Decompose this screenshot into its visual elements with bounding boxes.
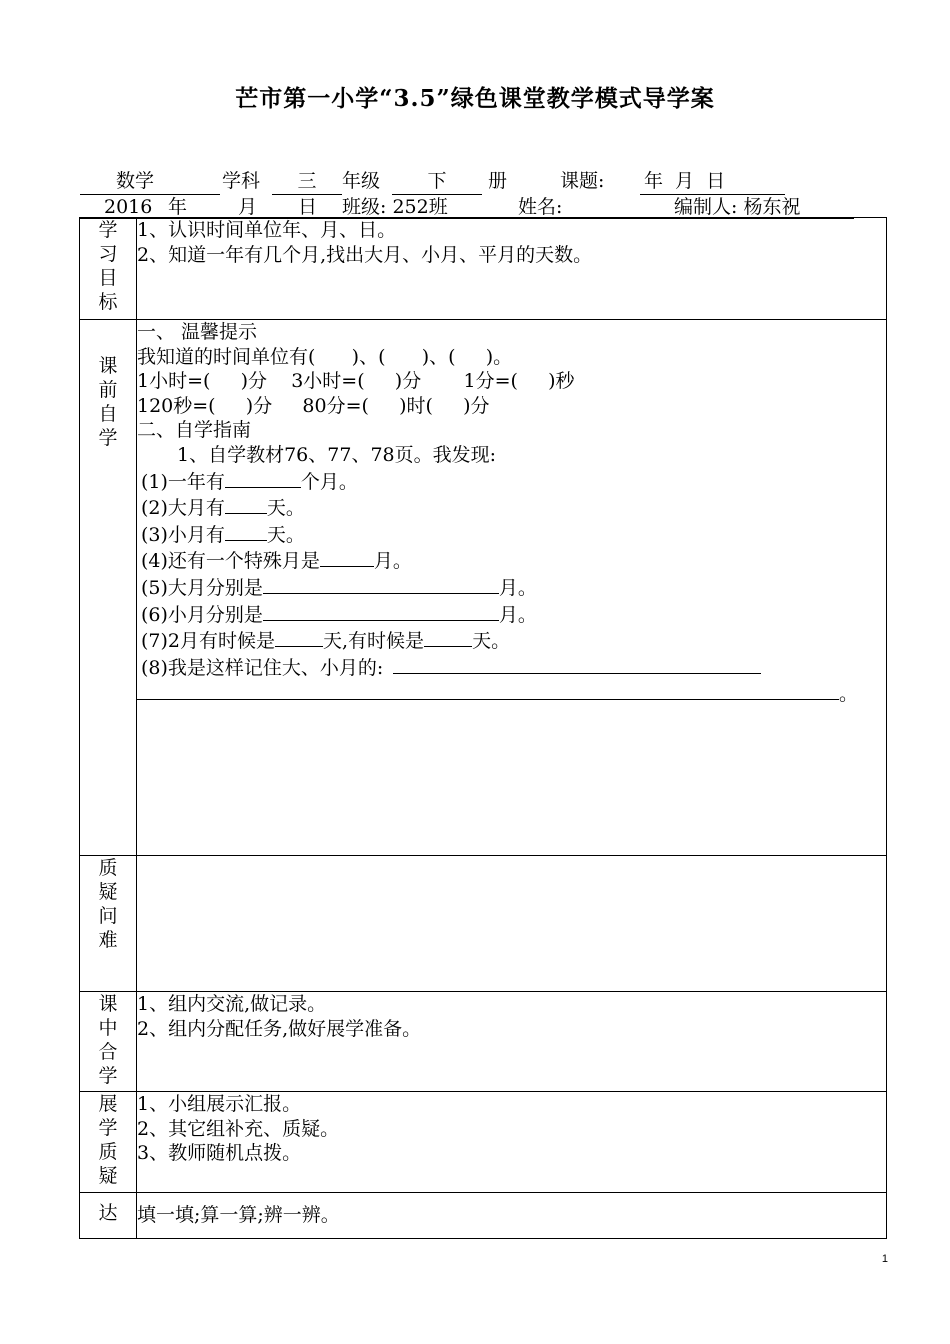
blank-line[interactable] (137, 680, 839, 700)
blank-item-7 (137, 627, 886, 654)
label-presentation (80, 1092, 137, 1193)
row-presentation (80, 1092, 887, 1193)
item-text: 天。 (266, 523, 305, 546)
label-target (80, 1193, 137, 1239)
item-text: (1)一年有 (141, 470, 225, 493)
class-label: 班级: 252班 (342, 196, 448, 218)
content-presentation (137, 1092, 887, 1193)
item-text: (2)大月有 (141, 497, 225, 520)
row-in-class (80, 992, 887, 1092)
label-char: 中 (98, 1017, 118, 1039)
grade-field: 三 (272, 168, 342, 195)
item-text: 天,有时候是 (323, 630, 425, 653)
item-text: 。 (839, 683, 859, 706)
label-char: 达 (98, 1202, 118, 1224)
row-target (80, 1193, 887, 1239)
subject-field: 数学 (80, 168, 220, 195)
item-text: (6)小月分别是 (141, 603, 263, 626)
item-text: 个月。 (300, 470, 358, 493)
content-target (137, 1193, 887, 1239)
blank-item-5 (137, 574, 886, 601)
topic-label: 课题: (560, 170, 605, 192)
label-questions (80, 856, 137, 992)
label-char: 课 (98, 993, 118, 1015)
item-text: (4)还有一个特殊月是 (141, 550, 320, 573)
blank-item-2 (137, 494, 886, 521)
label-char: 质 (98, 857, 118, 879)
item-text: 天。 (266, 497, 305, 520)
label-char: 学 (98, 1065, 118, 1087)
page-number: 1 (881, 1253, 888, 1265)
year-value: 2016 (104, 196, 153, 218)
label-objectives (80, 218, 137, 320)
label-char: 展 (98, 1093, 118, 1115)
blank-line[interactable] (225, 494, 267, 514)
label-char: 学 (98, 1117, 118, 1139)
label-char: 问 (98, 905, 118, 927)
subject-suffix: 学科 (222, 170, 261, 192)
row-preview (80, 320, 887, 856)
objective-line: 1、认识时间单位年、月、日。 (137, 219, 397, 241)
blank-item-4 (137, 547, 886, 574)
item-text: (7)2月有时候是 (141, 630, 276, 653)
preview-question-1: 我知道的时间单位有( )、( )、( )。 (137, 345, 513, 368)
content-questions[interactable] (137, 856, 887, 992)
page-title: 芒市第一小学“3.5”绿色课堂教学模式导学案 (235, 85, 715, 112)
label-in-class (80, 992, 137, 1092)
blank-line[interactable] (320, 547, 374, 567)
blank-line[interactable] (263, 601, 499, 621)
item-text: 月。 (373, 550, 412, 573)
item-text: 月。 (498, 576, 537, 599)
label-char: 质 (98, 1141, 118, 1163)
blank-item-8 (137, 654, 886, 681)
label-char: 习 (98, 243, 118, 265)
blank-item-6 (137, 601, 886, 628)
item-text: (5)大月分别是 (141, 576, 263, 599)
target-line: 填一填;算一算;辨一辨。 (137, 1204, 340, 1226)
content-objectives (137, 218, 887, 320)
item-text: (3)小月有 (141, 523, 225, 546)
preview-question-3: 120秒=( )分 80分=( )时( )分 (137, 394, 490, 417)
label-char: 难 (98, 929, 118, 951)
label-char: 学 (98, 427, 118, 449)
blank-line[interactable] (275, 627, 323, 647)
name-label: 姓名: (518, 196, 563, 218)
item-text: (8)我是这样记住大、小月的: (141, 656, 384, 679)
preview-heading-2: 二、自学指南 (137, 419, 252, 442)
objective-line: 2、知道一年有几个月,找出大月、小月、平月的天数。 (137, 243, 593, 266)
presentation-line: 2、其它组补充、质疑。 (137, 1117, 340, 1140)
label-char: 学 (98, 219, 118, 241)
label-char: 疑 (98, 1165, 118, 1187)
blank-line[interactable] (393, 654, 761, 674)
preview-guide: 1、自学教材76、77、78页。我发现: (177, 443, 497, 466)
year-suffix: 年 (168, 196, 188, 218)
presentation-line: 1、小组展示汇报。 (137, 1093, 302, 1115)
preview-question-2: 1小时=( )分 3小时=( )分 1分=( )秒 (137, 370, 575, 393)
topic-field: 年 月 日 (640, 168, 785, 195)
in-class-line: 1、组内交流,做记录。 (137, 993, 327, 1015)
info-row-1 (80, 168, 870, 194)
author-label: 编制人: 杨东祝 (674, 196, 801, 218)
label-char: 课 (98, 355, 118, 377)
label-char: 疑 (98, 881, 118, 903)
preview-heading-1: 一、 温馨提示 (137, 321, 258, 343)
label-char: 目 (98, 267, 118, 289)
blank-line[interactable] (225, 468, 301, 488)
label-char: 自 (98, 403, 118, 425)
lesson-table (79, 217, 887, 1239)
blank-item-8-continued (137, 680, 886, 707)
row-questions (80, 856, 887, 992)
in-class-line: 2、组内分配任务,做好展学准备。 (137, 1017, 422, 1040)
content-in-class (137, 992, 887, 1092)
blank-item-1 (137, 468, 886, 495)
row-objectives (80, 218, 887, 320)
grade-suffix: 年级 (342, 170, 381, 192)
item-text: 天。 (472, 630, 511, 653)
volume-suffix: 册 (488, 170, 508, 192)
blank-line[interactable] (424, 627, 472, 647)
blank-item-3 (137, 521, 886, 548)
month-label: 月 (238, 196, 258, 218)
blank-line[interactable] (263, 574, 499, 594)
day-label: 日 (298, 196, 318, 218)
label-char: 标 (98, 291, 118, 313)
label-char: 前 (98, 379, 118, 401)
label-char: 合 (98, 1041, 118, 1063)
blank-line[interactable] (225, 521, 267, 541)
presentation-line: 3、教师随机点拨。 (137, 1142, 302, 1165)
volume-field: 下 (392, 168, 482, 195)
content-preview (137, 320, 887, 856)
label-preview (80, 320, 137, 856)
item-text: 月。 (498, 603, 537, 626)
